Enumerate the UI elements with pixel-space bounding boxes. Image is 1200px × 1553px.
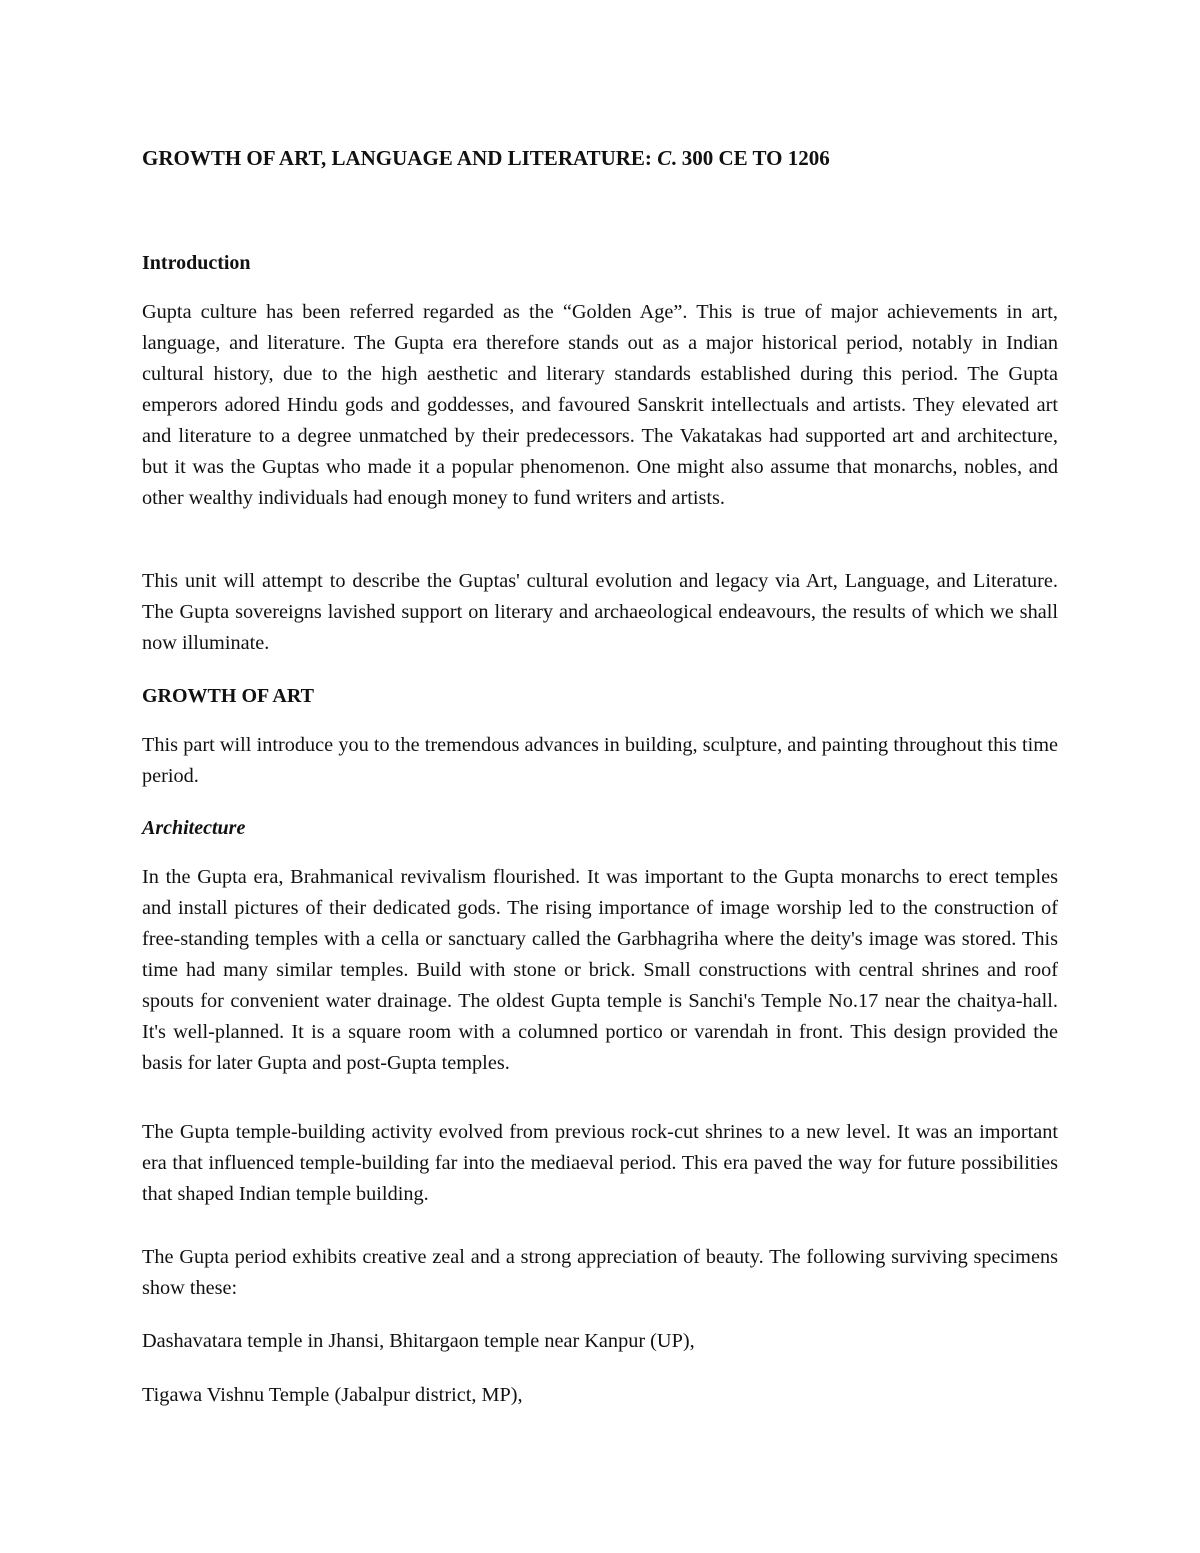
architecture-paragraph-1: In the Gupta era, Brahmanical revivalism flourished. It was important to the Gupta monarchs to erect temples and install pictures of their dedicated gods. The rising importance of image worship led to the construction of free-standing temples with a cella or sanctuary called the Garbhagriha where the deity's image was stored. This time had many similar temples. Build with stone or brick. Small constructions with central shrines and roof spouts for convenient water drainage. The oldest Gupta temple is Sanchi's Temple No.17 near the chaitya-hall. It's well-planned. It is a square room with a columned portico or varendah in front. This design provided the basis for later Gupta and post-Gupta temples.: [142, 866, 1058, 1074]
architecture-body-4: [142, 1326, 1058, 1357]
architecture-body-2: [142, 1117, 1058, 1210]
document-page: [142, 142, 1058, 1406]
introduction-heading: Introduction: [142, 252, 251, 274]
introduction-section-2: [142, 566, 1058, 659]
growth-of-art-section: [142, 682, 1058, 710]
architecture-body-1: [142, 862, 1058, 1079]
architecture-body-5: [142, 1380, 1058, 1411]
title-prefix: GROWTH OF ART, LANGUAGE AND LITERATURE:: [142, 146, 658, 170]
growth-of-art-body: [142, 730, 1058, 792]
title-suffix: . 300 CE TO 1206: [671, 146, 830, 170]
title-italic: C: [657, 146, 672, 170]
architecture-paragraph-2: The Gupta temple-building activity evolved from previous rock-cut shrines to a new level. It was an important era that influenced temple-building far into the mediaeval period. This era paved the way for future possibilities that shaped Indian temple building.: [142, 1121, 1058, 1205]
introduction-section: [142, 297, 1058, 514]
architecture-body-3: [142, 1242, 1058, 1304]
growth-of-art-heading: GROWTH OF ART: [142, 685, 314, 707]
document-title: [142, 142, 1058, 174]
architecture-heading: Architecture: [142, 817, 246, 839]
architecture-paragraph-3: The Gupta period exhibits creative zeal and a strong appreciation of beauty. The following surviving specimens show these:: [142, 1246, 1058, 1299]
architecture-paragraph-5: Tigawa Vishnu Temple (Jabalpur district, MP),: [142, 1384, 523, 1406]
introduction-paragraph-1: Gupta culture has been referred regarded as the “Golden Age”. This is true of major achievements in art, language, and literature. The Gupta era therefore stands out as a major historical period, notably in Indian cultural history, due to the high aesthetic and literary standards established during this period. The Gupta emperors adored Hindu gods and goddesses, and favoured Sanskrit intellectuals and artists. They elevated art and literature to a degree unmatched by their predecessors. The Vakatakas had supported art and architecture, but it was the Guptas who made it a popular phenomenon. One might also assume that monarchs, nobles, and other wealthy individuals had enough money to fund writers and artists.: [142, 301, 1058, 509]
architecture-paragraph-4: Dashavatara temple in Jhansi, Bhitargaon temple near Kanpur (UP),: [142, 1330, 695, 1352]
architecture-section: [142, 814, 1058, 842]
growth-of-art-paragraph: This part will introduce you to the tremendous advances in building, sculpture, and painting throughout this time period.: [142, 734, 1058, 787]
introduction-paragraph-2: This unit will attempt to describe the Guptas' cultural evolution and legacy via Art, Language, and Literature. The Gupta sovereigns lavished support on literary and archaeological endeavours, the results of which we shall now illuminate.: [142, 570, 1058, 654]
